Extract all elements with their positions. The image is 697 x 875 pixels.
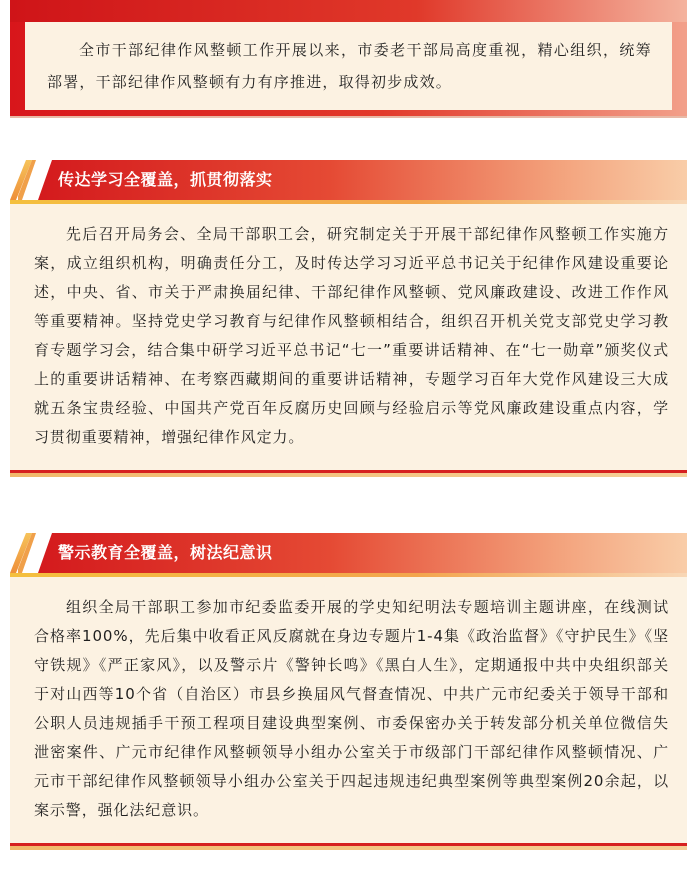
intro-banner bbox=[10, 0, 687, 118]
section-body: 先后召开局务会、全局干部职工会，研究制定关于开展干部纪律作风整顿工作实施方案，成立组织机构，明确责任分工，及时传达学习习近平总书记关于纪律作风建设重要论述，中央、省、市关于严肃换届纪律、干部纪律作风整顿、党风廉政建设、改进工作作风等重要精神。坚持党史学习教育与纪律作风整顿相结合，组织召开机关党支部党史学习教育专题学习会，结合集中研学习近平总书记“七一”重要讲话精神、在“七一勋章”颁奖仪式上的重要讲话精神、在考察西藏期间的重要讲话精神，专题学习百年大党作风建设三大成就五条宝贵经验、中国共产党百年反腐历史回顾与经验启示等党风廉政建设重点内容，学习贯彻重要精神，增强纪律作风定力。 bbox=[10, 204, 687, 470]
intro-divider bbox=[10, 116, 687, 118]
section-study-coverage bbox=[10, 160, 687, 477]
section-title: 警示教育全覆盖，树法纪意识 bbox=[58, 543, 273, 562]
section-header bbox=[10, 533, 687, 573]
intro-paragraph: 全市干部纪律作风整顿工作开展以来，市委老干部局高度重视，精心组织，统筹部署，干部纪律作风整顿有力有序推进，取得初步成效。 bbox=[25, 22, 672, 110]
section-warning-education bbox=[10, 533, 687, 850]
section-header bbox=[10, 160, 687, 200]
section-bottom-band bbox=[10, 473, 687, 477]
section-title: 传达学习全覆盖，抓贯彻落实 bbox=[58, 170, 273, 189]
section-body: 组织全局干部职工参加市纪委监委开展的学史知纪明法专题培训主题讲座，在线测试合格率100%，先后集中收看正风反腐就在身边专题片1-4集《政治监督》《守护民生》《坚守铁规》《严正家风》，以及警示片《警钟长鸣》《黑白人生》，定期通报中共中央组织部关于对山西等10个省（自治区）市县乡换届风气督查情况、中共广元市纪委关于领导干部和公职人员违规插手干预工程项目建设典型案例、市委保密办关于转发部分机关单位微信失泄密案件、广元市纪律作风整顿领导小组办公室关于市级部门干部纪律作风整顿情况、广元市干部纪律作风整顿领导小组办公室关于四起违规违纪典型案例等典型案例20余起，以案示警，强化法纪意识。 bbox=[10, 577, 687, 843]
intro-top-strip bbox=[10, 0, 687, 22]
section-bottom-band bbox=[10, 846, 687, 850]
